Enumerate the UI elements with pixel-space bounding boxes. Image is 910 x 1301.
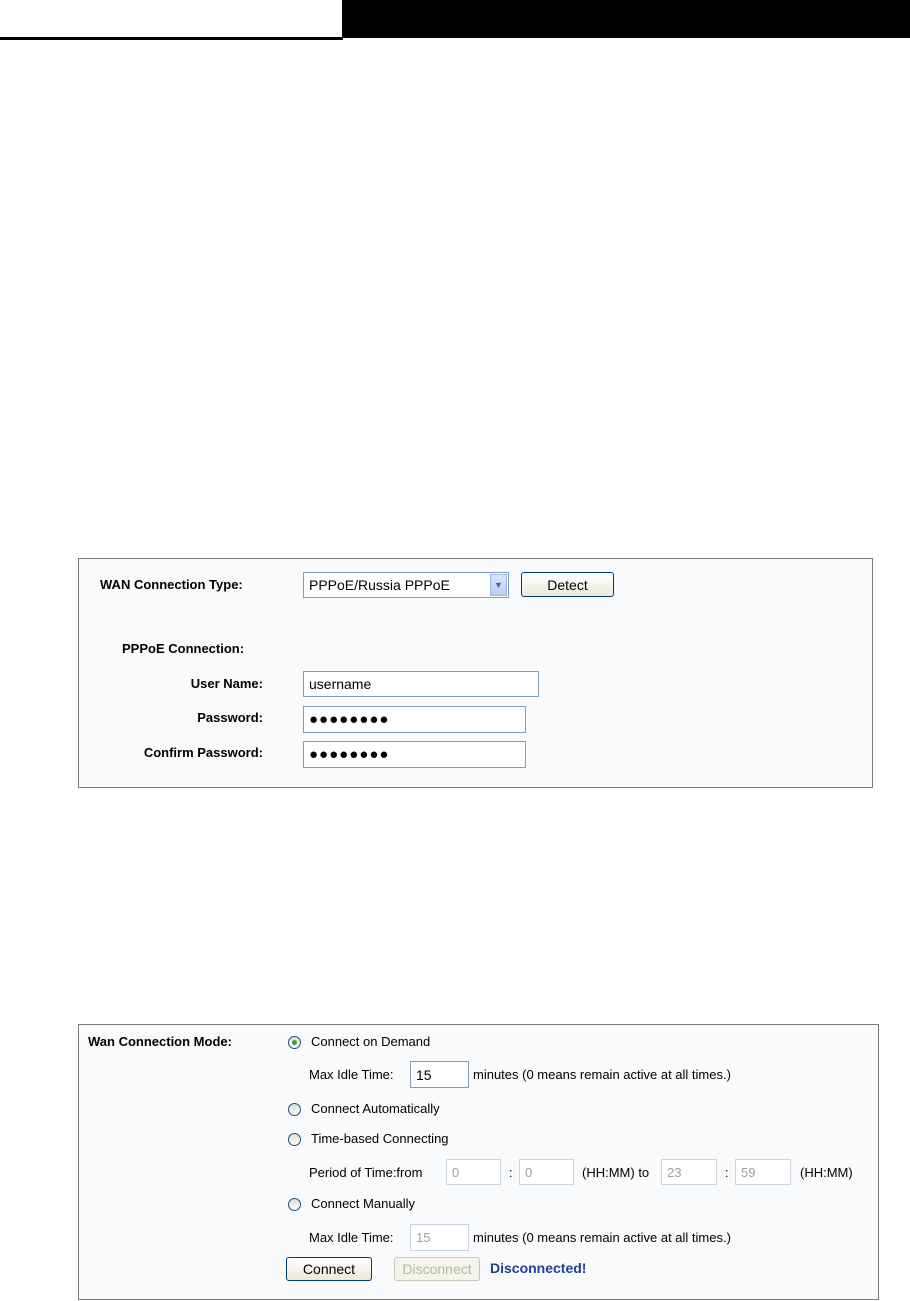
wan-connection-type-value: PPPoE/Russia PPPoE bbox=[309, 577, 450, 593]
chevron-down-icon[interactable]: ▼ bbox=[490, 574, 507, 596]
pppoe-connection-label: PPPoE Connection: bbox=[122, 641, 245, 656]
user-name-label: User Name: bbox=[190, 676, 263, 691]
to-minute-input[interactable]: 59 bbox=[735, 1159, 791, 1185]
connect-automatically-label[interactable]: Connect Automatically bbox=[311, 1101, 440, 1116]
wan-settings-panel bbox=[78, 558, 873, 788]
hhmm-to-label: (HH:MM) to bbox=[582, 1165, 650, 1180]
connection-status: Disconnected! bbox=[490, 1260, 587, 1276]
to-colon: : bbox=[725, 1165, 729, 1180]
to-hour-input[interactable]: 23 bbox=[661, 1159, 717, 1185]
wan-connection-type-label: WAN Connection Type: bbox=[100, 577, 243, 592]
connect-manually-radio[interactable] bbox=[288, 1198, 301, 1211]
from-minute-input[interactable]: 0 bbox=[519, 1159, 574, 1185]
max-idle-time-note: minutes (0 means remain active at all times.) bbox=[473, 1067, 731, 1082]
time-based-radio[interactable] bbox=[288, 1133, 301, 1146]
connect-on-demand-label[interactable]: Connect on Demand bbox=[311, 1034, 431, 1049]
connection-mode-panel bbox=[78, 1024, 879, 1300]
header-underline bbox=[0, 37, 343, 40]
header-bar bbox=[342, 0, 910, 38]
connect-on-demand-radio[interactable] bbox=[288, 1036, 301, 1049]
password-input[interactable]: ●●●●●●●● bbox=[303, 706, 526, 733]
connect-automatically-radio[interactable] bbox=[288, 1103, 301, 1116]
from-hour-input[interactable]: 0 bbox=[446, 1159, 501, 1185]
manual-max-idle-time-input[interactable]: 15 bbox=[410, 1224, 469, 1251]
confirm-password-label: Confirm Password: bbox=[143, 745, 263, 760]
wan-connection-type-select[interactable] bbox=[303, 572, 509, 598]
detect-button[interactable]: Detect bbox=[521, 572, 614, 597]
password-label: Password: bbox=[197, 710, 263, 725]
max-idle-time-label: Max Idle Time: bbox=[309, 1067, 394, 1082]
max-idle-time-input[interactable]: 15 bbox=[410, 1061, 469, 1088]
user-name-input[interactable]: username bbox=[303, 671, 539, 697]
confirm-password-input[interactable]: ●●●●●●●● bbox=[303, 741, 526, 768]
time-based-label[interactable]: Time-based Connecting bbox=[311, 1131, 449, 1146]
disconnect-button[interactable]: Disconnect bbox=[394, 1257, 480, 1281]
hhmm-label: (HH:MM) bbox=[800, 1165, 853, 1180]
from-colon: : bbox=[509, 1165, 513, 1180]
manual-max-idle-time-note: minutes (0 means remain active at all times.) bbox=[473, 1230, 731, 1245]
connect-manually-label[interactable]: Connect Manually bbox=[311, 1196, 416, 1211]
period-of-time-label: Period of Time:from bbox=[309, 1165, 423, 1180]
connect-button[interactable]: Connect bbox=[286, 1257, 372, 1281]
manual-max-idle-time-label: Max Idle Time: bbox=[309, 1230, 394, 1245]
wan-connection-mode-label: Wan Connection Mode: bbox=[88, 1034, 232, 1049]
